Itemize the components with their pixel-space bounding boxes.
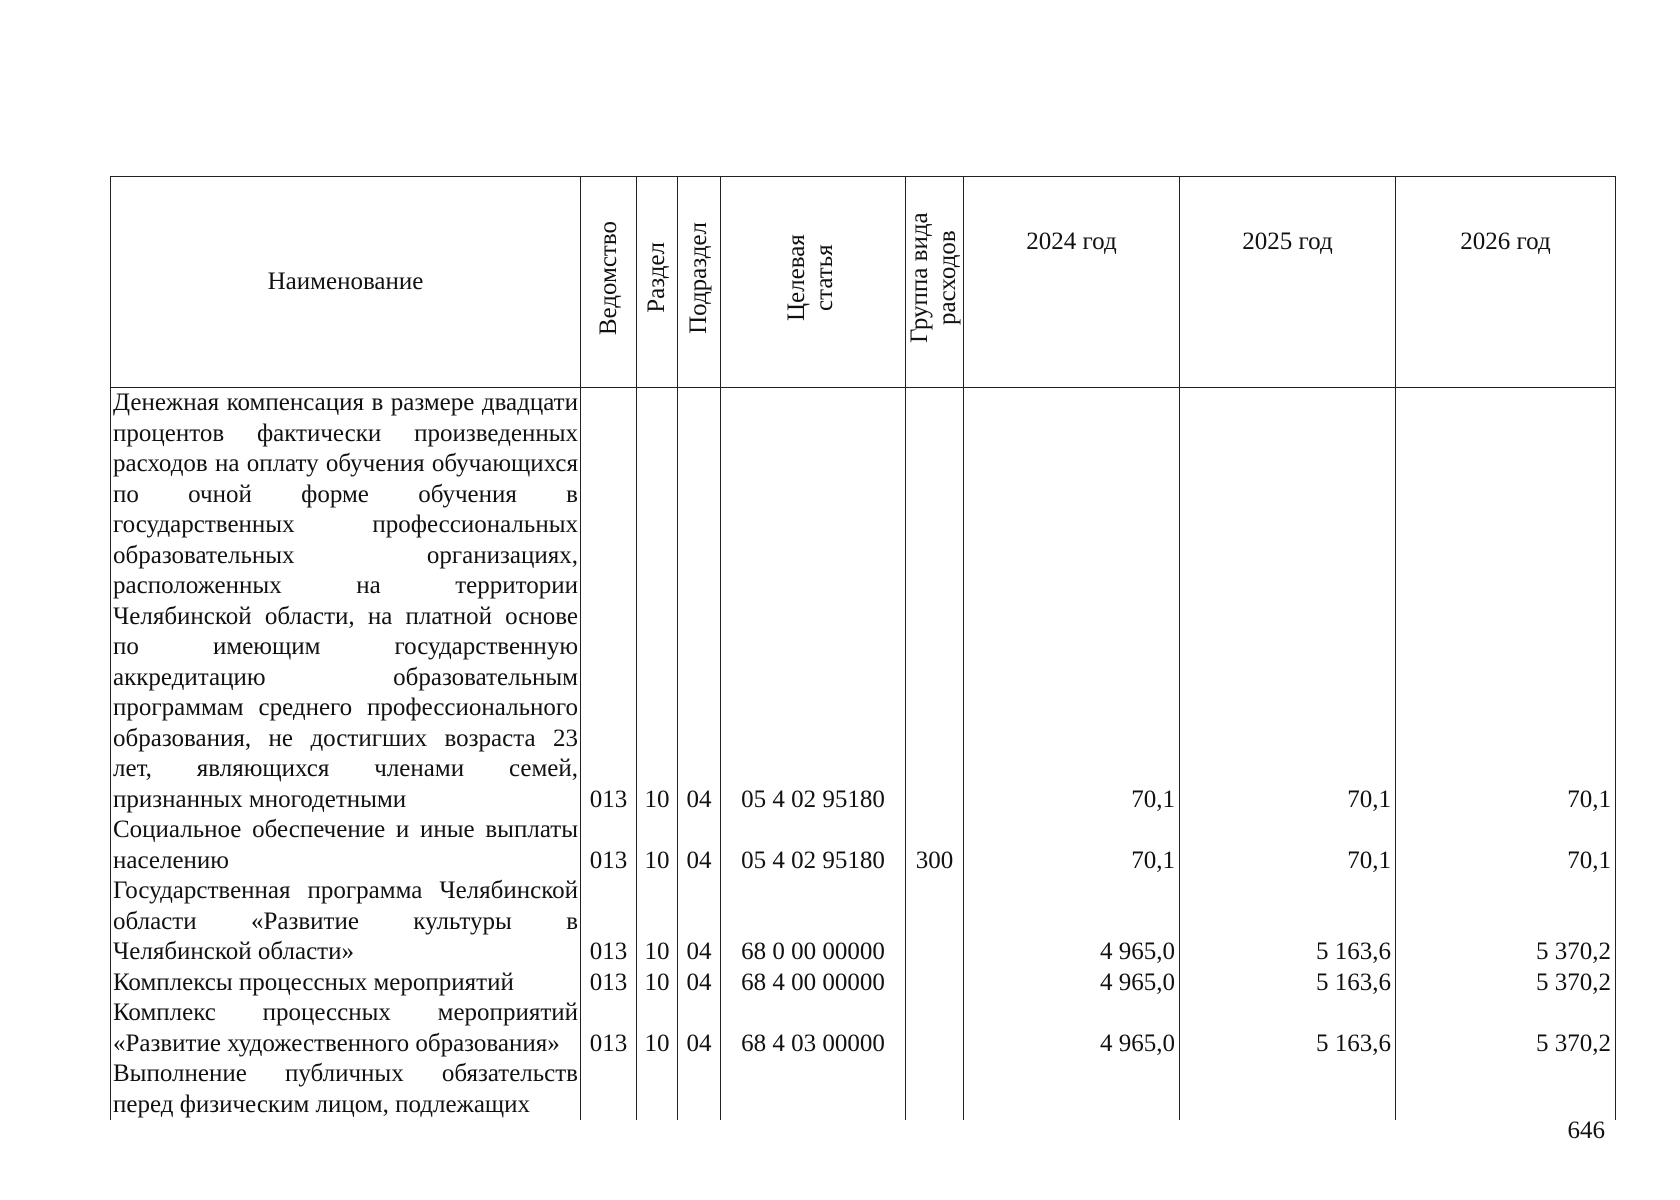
row-gruppa bbox=[906, 998, 964, 1059]
row-2024: 70,1 bbox=[964, 815, 1180, 876]
row-2024 bbox=[964, 1059, 1180, 1120]
row-name: Социальное обеспечение и иные выплаты населению bbox=[111, 815, 581, 876]
row-name: Выполнение публичных обязательств перед физическим лицом, подлежащих bbox=[111, 1059, 581, 1120]
budget-table bbox=[110, 176, 1616, 1120]
row-celevaya-statya: 68 4 00 00000 bbox=[721, 968, 906, 999]
header-vedomstvo: Ведомство bbox=[581, 177, 637, 388]
row-vedomstvo: 013 bbox=[581, 388, 637, 816]
row-name: Государственная программа Челябинской области «Развитие культуры в Челябинской области» bbox=[111, 876, 581, 968]
row-2026 bbox=[1396, 1059, 1616, 1120]
row-2026: 5 370,2 bbox=[1396, 998, 1616, 1059]
table-header bbox=[111, 177, 1616, 388]
table-row bbox=[111, 998, 1616, 1059]
table-row bbox=[111, 968, 1616, 999]
row-gruppa: 300 bbox=[906, 815, 964, 876]
table-body bbox=[111, 388, 1616, 1121]
row-vedomstvo: 013 bbox=[581, 876, 637, 968]
row-2025: 5 163,6 bbox=[1180, 968, 1396, 999]
row-vedomstvo bbox=[581, 1059, 637, 1120]
table-row bbox=[111, 815, 1616, 876]
row-gruppa bbox=[906, 968, 964, 999]
row-2024: 70,1 bbox=[964, 388, 1180, 816]
row-celevaya-statya: 05 4 02 95180 bbox=[721, 815, 906, 876]
row-razdel: 10 bbox=[637, 968, 678, 999]
row-gruppa bbox=[906, 876, 964, 968]
header-gruppa-vida-rashodov: Группа вида расходов bbox=[906, 177, 964, 388]
row-razdel bbox=[637, 1059, 678, 1120]
row-gruppa bbox=[906, 1059, 964, 1120]
row-2026: 5 370,2 bbox=[1396, 968, 1616, 999]
row-podrazdel: 04 bbox=[678, 815, 721, 876]
page-number: 646 bbox=[1567, 1117, 1605, 1144]
row-2025: 5 163,6 bbox=[1180, 998, 1396, 1059]
row-celevaya-statya: 68 0 00 00000 bbox=[721, 876, 906, 968]
row-podrazdel: 04 bbox=[678, 388, 721, 816]
row-razdel: 10 bbox=[637, 876, 678, 968]
header-razdel: Раздел bbox=[637, 177, 678, 388]
row-gruppa bbox=[906, 388, 964, 816]
header-celevaya-statya: Целевая статья bbox=[721, 177, 906, 388]
header-year-2025: 2025 год bbox=[1180, 177, 1396, 388]
row-2024: 4 965,0 bbox=[964, 968, 1180, 999]
header-year-2026: 2026 год bbox=[1396, 177, 1616, 388]
row-name: Денежная компенсация в размере двадцати процентов фактически произведенных расходов на оплату обучения обучающихся по очной форме обучения в государственных профессиональных образовательных организациях, расположенных на территории Челябинской области, на платной основе по имеющим государственную аккредитацию образовательным программам среднего профессионального образования, не достигших возраста 23 лет, являющихся членами семей, признанных многодетными bbox=[111, 388, 581, 816]
row-2024: 4 965,0 bbox=[964, 876, 1180, 968]
row-razdel: 10 bbox=[637, 388, 678, 816]
row-razdel: 10 bbox=[637, 815, 678, 876]
row-vedomstvo: 013 bbox=[581, 998, 637, 1059]
row-podrazdel bbox=[678, 1059, 721, 1120]
row-2026: 70,1 bbox=[1396, 815, 1616, 876]
row-podrazdel: 04 bbox=[678, 998, 721, 1059]
row-2026: 70,1 bbox=[1396, 388, 1616, 816]
row-podrazdel: 04 bbox=[678, 876, 721, 968]
table-row bbox=[111, 1059, 1616, 1120]
row-2026: 5 370,2 bbox=[1396, 876, 1616, 968]
row-celevaya-statya: 68 4 03 00000 bbox=[721, 998, 906, 1059]
row-name: Комплекс процессных мероприятий «Развитие художественного образования» bbox=[111, 998, 581, 1059]
row-2025: 5 163,6 bbox=[1180, 876, 1396, 968]
row-vedomstvo: 013 bbox=[581, 968, 637, 999]
header-year-2024: 2024 год bbox=[964, 177, 1180, 388]
header-podrazdel: Подраздел bbox=[678, 177, 721, 388]
row-2025: 70,1 bbox=[1180, 815, 1396, 876]
row-celevaya-statya: 05 4 02 95180 bbox=[721, 388, 906, 816]
row-podrazdel: 04 bbox=[678, 968, 721, 999]
header-name: Наименование bbox=[111, 177, 581, 388]
row-vedomstvo: 013 bbox=[581, 815, 637, 876]
table-row bbox=[111, 388, 1616, 816]
table-row bbox=[111, 876, 1616, 968]
row-2025 bbox=[1180, 1059, 1396, 1120]
row-2025: 70,1 bbox=[1180, 388, 1396, 816]
row-celevaya-statya bbox=[721, 1059, 906, 1120]
row-name: Комплексы процессных мероприятий bbox=[111, 968, 581, 999]
row-2024: 4 965,0 bbox=[964, 998, 1180, 1059]
row-razdel: 10 bbox=[637, 998, 678, 1059]
